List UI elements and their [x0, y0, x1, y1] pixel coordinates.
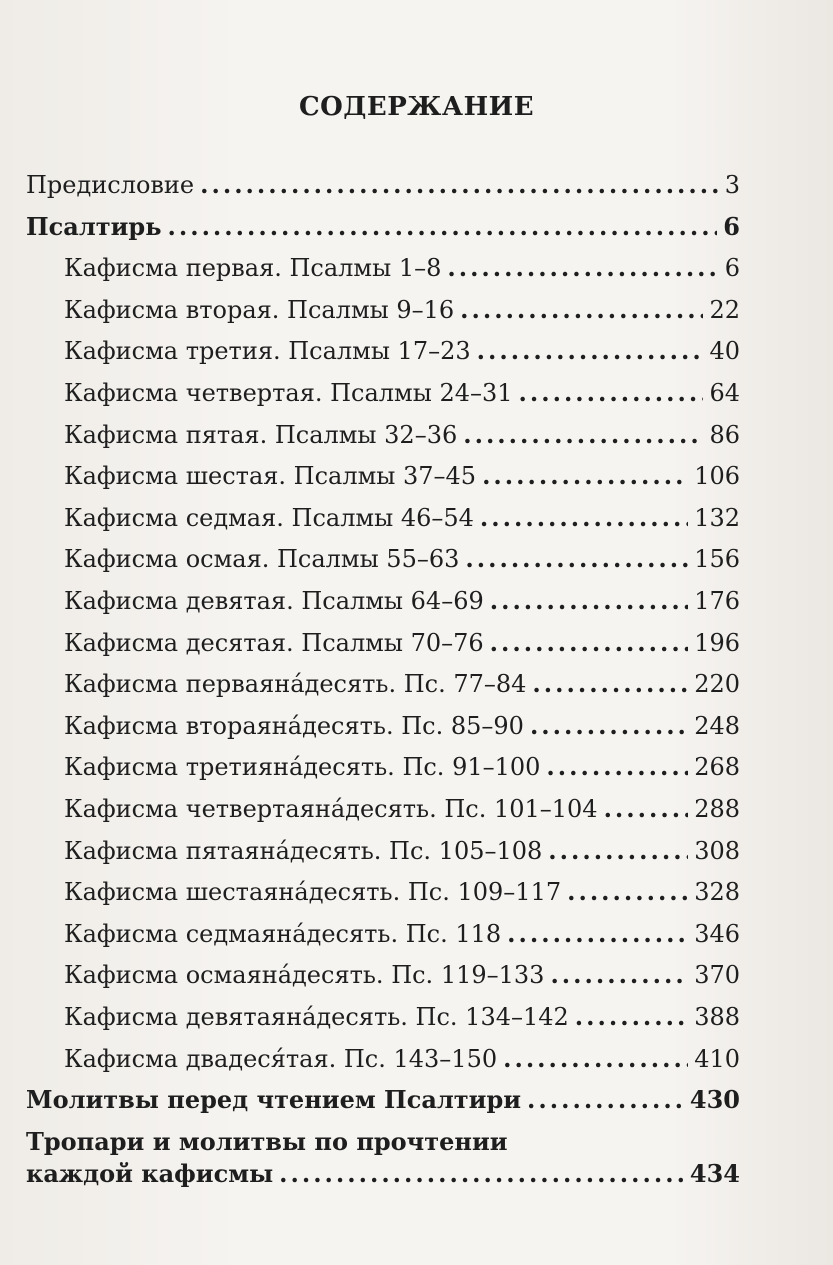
toc-entry [64, 1044, 740, 1074]
toc-entry-page-number: 248 [694, 711, 740, 740]
toc-entry [26, 1127, 740, 1157]
dot-leader [482, 461, 688, 491]
toc-entry-page-number: 22 [709, 295, 740, 324]
toc-entry-label: Кафисма пятаяна́десять. Пс. 105–108 [64, 836, 543, 865]
toc-entry-page-number: 156 [694, 545, 740, 574]
toc-entry-page-number: 346 [694, 919, 740, 948]
dot-leader [567, 877, 688, 907]
toc-entry-page-number: 388 [694, 1003, 740, 1031]
toc-entry-label: Кафисма двадеся́тая. Пс. 143–150 [64, 1044, 498, 1073]
dot-leader [447, 253, 718, 283]
toc-entry-label: Кафисма четвертаяна́десять. Пс. 101–104 [64, 795, 598, 823]
toc-entry [64, 420, 740, 450]
toc-entry-page-number: 86 [709, 420, 740, 449]
toc-entry [64, 628, 740, 658]
toc-entry [64, 711, 740, 741]
toc-entry [64, 336, 740, 366]
toc-entry-page-number: 176 [694, 587, 740, 615]
toc-entry-page-number: 196 [694, 628, 740, 657]
toc-entry-label: Псалтирь [26, 211, 162, 241]
toc-entry [64, 253, 740, 283]
toc-entry-label: Молитвы перед чтением Псалтири [26, 1085, 522, 1115]
dot-leader [550, 960, 688, 990]
dot-leader [575, 1002, 688, 1032]
toc-entry-label: Кафисма шестаяна́десять. Пс. 109–117 [64, 878, 562, 907]
toc-entry-page-number: 328 [694, 878, 740, 907]
toc-entry-page-number: 40 [709, 337, 740, 366]
toc-entry [64, 877, 740, 907]
toc-entry [26, 1159, 740, 1189]
toc-entry [26, 212, 740, 242]
toc-entry-label: Кафисма седмая. Псалмы 46–54 [64, 503, 474, 532]
toc-entry-page-number: 3 [724, 171, 740, 199]
toc-entry [64, 503, 740, 533]
toc-entry-page-number: 288 [694, 795, 740, 823]
toc-entry [26, 1085, 740, 1115]
toc-entry-label: каждой кафисмы [26, 1158, 274, 1188]
toc-entry-label: Кафисма вторая. Псалмы 9–16 [64, 295, 455, 324]
toc-entry [64, 794, 740, 824]
toc-entry-label: Кафисма первая. Псалмы 1–8 [64, 254, 442, 283]
dot-leader [530, 711, 688, 741]
toc-entry-page-number: 308 [694, 836, 740, 865]
dot-leader [532, 669, 688, 699]
toc-entry-page-number: 268 [694, 753, 740, 782]
dot-leader [490, 628, 689, 658]
dot-leader [546, 752, 688, 782]
toc-entry-page-number: 434 [689, 1158, 740, 1188]
toc-entry [64, 836, 740, 866]
toc-entry-label: Кафисма третия. Псалмы 17–23 [64, 337, 471, 366]
toc-entry-label: Кафисма седмаяна́десять. Пс. 118 [64, 919, 502, 948]
toc-entry [64, 752, 740, 782]
toc-entry-page-number: 370 [694, 961, 740, 990]
toc-entry-label: Кафисма десятая. Псалмы 70–76 [64, 628, 484, 657]
toc-entry [64, 586, 740, 616]
toc-entry-page-number: 6 [723, 211, 740, 241]
toc-entry-page-number: 132 [694, 503, 740, 532]
toc-entry-page-number: 410 [694, 1044, 740, 1073]
toc-entry-page-number: 430 [689, 1085, 740, 1115]
toc-entry [64, 378, 740, 408]
toc-entry-label: Кафисма девятаяна́десять. Пс. 134–142 [64, 1003, 569, 1031]
dot-leader [168, 212, 718, 242]
toc-entry [64, 960, 740, 990]
toc-entry-label: Предисловие [26, 171, 195, 199]
toc-entry-page-number: 106 [694, 462, 740, 491]
dot-leader [279, 1159, 684, 1189]
toc-entry-label: Кафисма осмая. Псалмы 55–63 [64, 545, 460, 574]
toc-entry [64, 544, 740, 574]
toc-entry-page-number: 6 [724, 254, 740, 283]
dot-leader [507, 919, 688, 949]
toc-entry-label: Кафисма осмаяна́десять. Пс. 119–133 [64, 961, 545, 990]
dot-leader [480, 503, 688, 533]
toc-entry-label: Кафисма третияна́десять. Пс. 91–100 [64, 753, 541, 782]
dot-leader [465, 544, 688, 574]
dot-leader [604, 794, 689, 824]
dot-leader [503, 1044, 688, 1074]
toc-entry-page-number: 220 [694, 670, 740, 699]
toc-entry-page-number: 64 [709, 379, 740, 407]
toc-entry-label: Кафисма втораяна́десять. Пс. 85–90 [64, 711, 524, 740]
page-title: СОДЕРЖАНИЕ [298, 92, 535, 122]
dot-leader [519, 378, 704, 408]
toc-entry [64, 1002, 740, 1032]
toc-entry-label: Кафисма пятая. Псалмы 32–36 [64, 420, 458, 449]
toc-entry [64, 919, 740, 949]
dot-leader [463, 420, 703, 450]
toc-entry-label: Кафисма четвертая. Псалмы 24–31 [64, 379, 513, 407]
toc-entry-label: Кафисма шестая. Псалмы 37–45 [64, 462, 477, 491]
toc-entry-label: Кафисма девятая. Псалмы 64–69 [64, 587, 484, 615]
toc-entry [26, 170, 740, 200]
dot-leader [527, 1085, 684, 1115]
dot-leader [200, 170, 719, 200]
dot-leader [490, 586, 688, 616]
toc-entry-label: Кафисма перваяна́десять. Пс. 77–84 [64, 670, 527, 699]
dot-leader [460, 295, 703, 325]
dot-leader [477, 336, 704, 366]
toc-entry [64, 461, 740, 491]
dot-leader [548, 836, 688, 866]
toc-entry [64, 295, 740, 325]
toc-entry-label: Тропари и молитвы по прочтении [26, 1126, 508, 1156]
toc-entry [64, 669, 740, 699]
